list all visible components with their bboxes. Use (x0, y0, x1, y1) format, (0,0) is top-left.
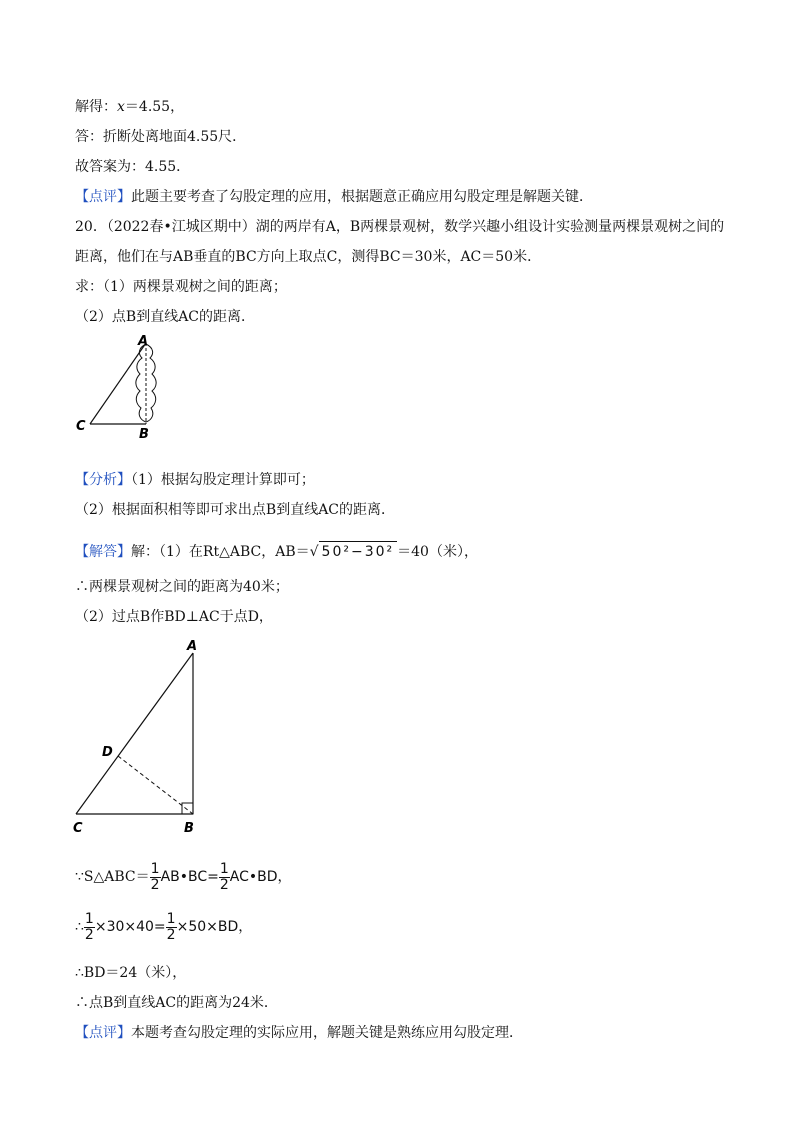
fraction-numerator: 1 (219, 860, 229, 877)
segment-ca (90, 343, 146, 424)
figure-right-triangle (70, 636, 210, 836)
review-line (75, 187, 593, 207)
fig2-label-c: C (73, 821, 83, 836)
fraction-half (150, 862, 161, 893)
solution-line-2: ∴两棵景观树之间的距离为40米； (75, 579, 289, 595)
solve-prefix: 解得： (75, 99, 117, 115)
fraction-denominator: 2 (219, 876, 229, 893)
eq2-mid2: ×50×BD (176, 919, 239, 935)
solution-line-4: ∴BD＝24（米）， (75, 965, 187, 981)
solution-line-1 (75, 541, 478, 562)
eq2-mid1: ×30×40= (94, 919, 166, 935)
solve-variable: x (117, 99, 125, 115)
fig2-label-b: B (184, 821, 194, 836)
eq1-prefix: ∵S△ABC＝ (75, 869, 150, 885)
solve-line (75, 97, 184, 117)
eq2-suffix: ， (238, 919, 253, 935)
sqrt-expression: √ 50²−30² (310, 541, 398, 562)
question-ask-2: （2）点B到直线AC的距离． (75, 309, 256, 325)
review-tag: 【点评】 (75, 189, 131, 205)
solution-line-3: （2）过点B作BD⊥AC于点D， (75, 609, 273, 625)
solution-tag: 【解答】 (75, 544, 131, 560)
review-tag-2: 【点评】 (75, 1025, 131, 1041)
review-text: 此题主要考查了勾股定理的应用，根据题意正确应用勾股定理是解题关键． (131, 189, 593, 205)
question-text: 湖的两岸有A，B两棵景观树，数学兴趣小组设计实验测量两棵景观树之间的距离，他们在与AB垂直的BC方向上取点C，测得BC＝30米，AC＝50米． (75, 219, 725, 265)
fraction-denominator: 2 (166, 926, 176, 943)
fraction-numerator: 1 (166, 910, 176, 927)
fig2-label-a: A (187, 639, 198, 654)
eq1-mid2: AC•BD (229, 869, 278, 885)
fraction-half (166, 912, 177, 943)
eq2-prefix: ∴ (75, 919, 84, 935)
solution-suffix: ＝40（米）， (397, 544, 478, 560)
question-source: （2022春•江城区期中） (106, 219, 256, 235)
fig1-label-a: A (138, 334, 149, 349)
sqrt-radicand: 50²−30² (319, 541, 398, 562)
fraction-denominator: 2 (150, 876, 160, 893)
solution-line-5: ∴点B到直线AC的距离为24米． (75, 995, 278, 1011)
solution-prefix: 解：（1）在Rt△ABC，AB＝ (131, 544, 310, 560)
fraction-denominator: 2 (84, 926, 94, 943)
fraction-numerator: 1 (150, 860, 160, 877)
fraction-half (219, 862, 230, 893)
figure-tree-triangle (70, 330, 180, 445)
fig2-segment-ca (76, 653, 193, 814)
fraction-half (84, 912, 95, 943)
final-answer-line: 故答案为：4.55． (75, 159, 191, 175)
eq1-suffix: ， (277, 869, 292, 885)
analysis-text-1: （1）根据勾股定理计算即可； (131, 472, 315, 488)
solve-suffix: ＝4.55， (124, 99, 185, 115)
analysis-line-2: （2）根据面积相等即可求出点B到直线AC的距离． (75, 502, 396, 518)
fig1-label-b: B (139, 427, 149, 442)
area-equation-1 (75, 860, 292, 894)
analysis-tag: 【分析】 (75, 472, 131, 488)
review-text-2: 本题考查勾股定理的实际应用，解题关键是熟练应用勾股定理． (131, 1025, 523, 1041)
fraction-numerator: 1 (84, 910, 94, 927)
answer-line: 答：折断处离地面4.55尺． (75, 129, 247, 145)
fig2-label-d: D (102, 745, 113, 760)
area-equation-2 (75, 910, 252, 944)
fig1-label-c: C (76, 419, 86, 434)
question-number: 20． (75, 219, 107, 235)
question-20 (75, 212, 735, 272)
eq1-mid1: AB•BC= (160, 869, 219, 885)
question-ask-1: 求：（1）两棵景观树之间的距离； (75, 279, 287, 295)
analysis-line-1 (75, 470, 315, 490)
review-line-2 (75, 1023, 523, 1043)
